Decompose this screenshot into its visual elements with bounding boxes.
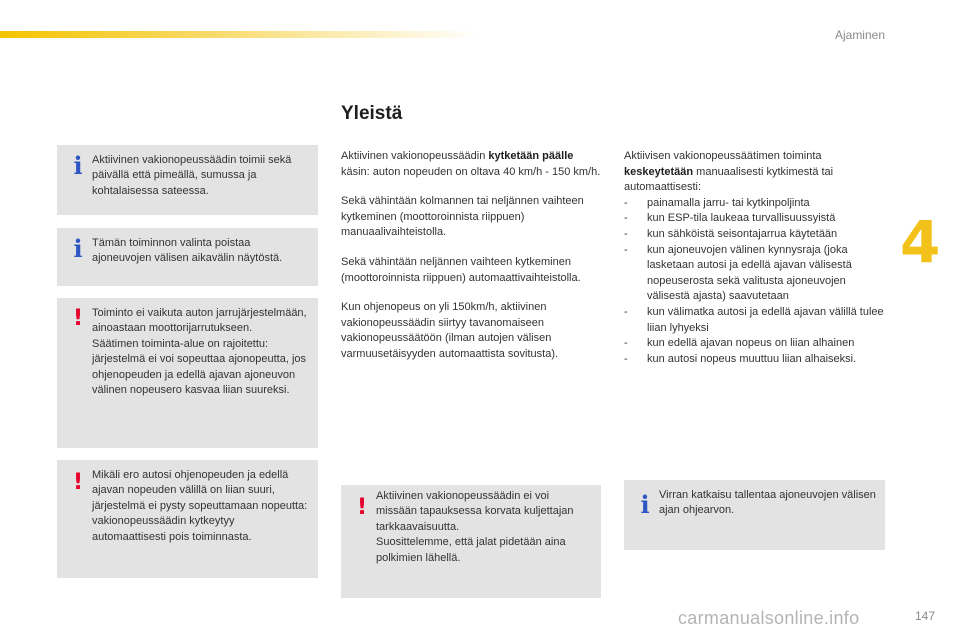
warning-icon: ! [72, 306, 84, 331]
list-item: - kun autosi nopeus muuttuu liian alhaiseksi. [624, 352, 886, 368]
note-text: Aktiivinen vakionopeussäädin toimii sekä päivällä että pimeällä, sumussa ja kohtalaisessa sateessa. [92, 154, 292, 197]
list-item: - kun ESP-tila laukeaa turvallisuussyistä [624, 211, 886, 227]
info-icon: i [73, 234, 83, 263]
note-text: Virran katkaisu tallentaa ajoneuvojen välisen ajan ohjearvon. [659, 489, 876, 517]
info-note-display [57, 228, 318, 286]
info-icon: i [73, 151, 83, 180]
warning-note-braking [57, 298, 318, 448]
activation-paragraph: Aktiivinen vakionopeussäädin kytketään päälle käsin: auton nopeuden on oltava 40 km/h - 150 km/h. [341, 150, 601, 178]
list-item: - kun välimatka autosi ja edellä ajavan välillä tulee liian lyhyeksi [624, 305, 886, 336]
page-title: Yleistä [341, 103, 403, 124]
chapter-number: 4 [900, 208, 941, 276]
note-text: Tämän toiminnon valinta poistaa ajoneuvojen välisen aikavälin näytöstä. [92, 237, 283, 265]
list-item: - kun sähköistä seisontajarrua käytetään [624, 227, 886, 243]
page-number: 147 [914, 609, 935, 623]
manual-gearbox-paragraph: Sekä vähintään kolmannen tai neljännen vaihteen kytkeminen (moottoroinnista riippuen) manuaalivaihteistolla. [341, 195, 584, 239]
bold-term: keskeytetään [624, 165, 694, 178]
note-text: Aktiivinen vakionopeussäädin ei voi missään tapauksessa korvata kuljettajan tarkkaavaisuutta. Suosittelemme, että jalat pidetään aina polkimien lähellä. [376, 490, 574, 564]
warning-icon: ! [356, 495, 368, 520]
header-accent-bar [0, 31, 480, 38]
deactivation-list [624, 196, 886, 368]
list-item: - kun ajoneuvojen välinen kynnysraja (joka lasketaan autosi ja edellä ajavan välisestä nopeuserosta sekä valitusta ajoneuvojen välisestä ajasta) saavutetaan [624, 243, 886, 305]
right-column [624, 149, 886, 367]
warning-icon: ! [72, 470, 84, 495]
info-note-weather [57, 145, 318, 215]
over-150-paragraph: Kun ohjenopeus on yli 150km/h, aktiivinen vakionopeussäädin siirtyy tavanomaiseen vakionopeussäätöön (ilman autojen välisen varmuusetäisyyden automaattista sovitusta). [341, 301, 559, 360]
info-icon: i [640, 490, 650, 519]
watermark: carmanualsonline.info [678, 608, 860, 628]
list-item: - kun edellä ajavan nopeus on liian alhainen [624, 336, 886, 352]
note-text: Mikäli ero autosi ohjenopeuden ja edellä ajavan nopeuden välillä on liian suuri, järjestelmä ei pysty sopeuttamaan nopeutta: vakionopeussäädin kytkeytyy automaattisesti pois toiminnasta. [92, 469, 308, 543]
warning-note-speed-difference [57, 460, 318, 578]
middle-column [341, 149, 603, 373]
automatic-gearbox-paragraph: Sekä vähintään neljännen vaihteen kytkeminen (moottoroinnista riippuen) automaattivaihteistolla. [341, 255, 581, 284]
list-item: - painamalla jarru- tai kytkinpoljinta [624, 196, 886, 212]
deactivation-intro: Aktiivisen vakionopeussäätimen toiminta keskeytetään manuaalisesti kytkimestä tai automaattisesti: [624, 150, 834, 194]
info-note-power-off [624, 480, 885, 550]
bold-term: kytketään päälle [488, 150, 574, 162]
note-text: Toiminto ei vaikuta auton jarrujärjestelmään, ainoastaan moottorijarrutukseen. Säätimen toiminta-alue on rajoitettu: järjestelmä ei voi sopeuttaa ajonopeutta, jos ohjenopeuden ja edellä ajavan ajoneuvon välinen nopeusero kasvaa liian suureksi. [92, 307, 307, 397]
warning-note-attention [341, 485, 601, 598]
section-label: Ajaminen [834, 28, 885, 42]
